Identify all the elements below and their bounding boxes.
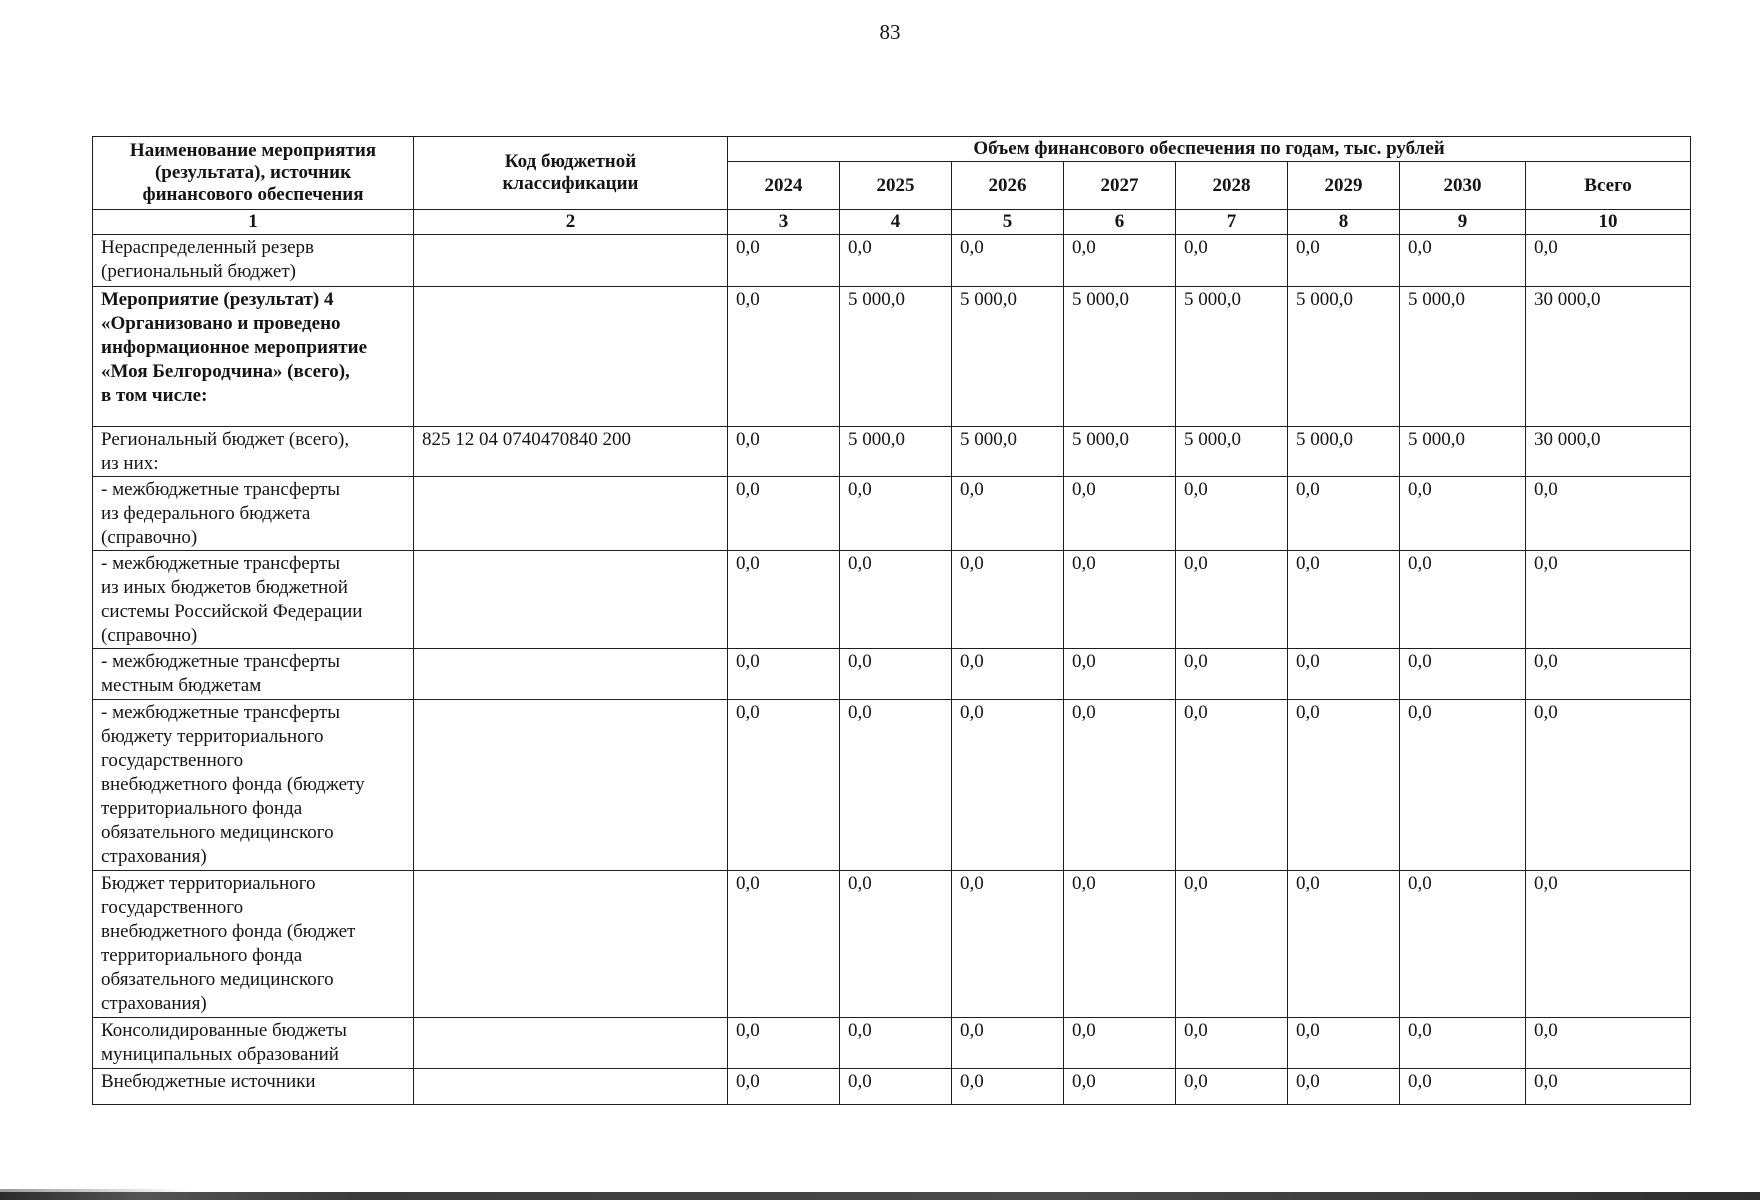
value-cell-2024: 0,0 — [728, 700, 840, 871]
value-cell-total: 0,0 — [1526, 649, 1691, 700]
value-cell-total: 0,0 — [1526, 700, 1691, 871]
table-row — [93, 287, 1691, 427]
value-cell-2025: 0,0 — [840, 649, 952, 700]
value-cell-2029: 0,0 — [1288, 700, 1400, 871]
value-cell-2027: 0,0 — [1064, 649, 1176, 700]
value-cell-2024: 0,0 — [728, 1018, 840, 1069]
column-number: 7 — [1176, 210, 1288, 235]
value-cell-2030: 0,0 — [1400, 871, 1526, 1018]
row-label: Консолидированные бюджеты муниципальных образований — [93, 1018, 414, 1069]
budget-code-cell — [414, 700, 728, 871]
value-cell-2030: 0,0 — [1400, 700, 1526, 871]
header-year-2027: 2027 — [1064, 162, 1176, 210]
value-cell-2026: 5 000,0 — [952, 427, 1064, 477]
value-cell-total: 30 000,0 — [1526, 427, 1691, 477]
table-body — [93, 235, 1691, 1105]
value-cell-2030: 0,0 — [1400, 235, 1526, 287]
page-number: 83 — [879, 20, 901, 44]
value-cell-2027: 5 000,0 — [1064, 427, 1176, 477]
column-number: 2 — [414, 210, 728, 235]
table-row — [93, 235, 1691, 287]
table-row — [93, 551, 1691, 649]
value-cell-2028: 0,0 — [1176, 871, 1288, 1018]
row-label: - межбюджетные трансферты местным бюджетам — [93, 649, 414, 700]
value-cell-2030: 0,0 — [1400, 1018, 1526, 1069]
value-cell-2024: 0,0 — [728, 477, 840, 551]
value-cell-2027: 0,0 — [1064, 551, 1176, 649]
table-row — [93, 649, 1691, 700]
header-year-2024: 2024 — [728, 162, 840, 210]
value-cell-2026: 0,0 — [952, 1018, 1064, 1069]
value-cell-2030: 0,0 — [1400, 477, 1526, 551]
value-cell-2028: 0,0 — [1176, 1069, 1288, 1105]
budget-code-cell — [414, 287, 728, 427]
value-cell-2030: 0,0 — [1400, 551, 1526, 649]
value-cell-2029: 5 000,0 — [1288, 427, 1400, 477]
value-cell-2026: 5 000,0 — [952, 287, 1064, 427]
column-number: 6 — [1064, 210, 1176, 235]
value-cell-2026: 0,0 — [952, 551, 1064, 649]
value-cell-2029: 0,0 — [1288, 235, 1400, 287]
value-cell-2026: 0,0 — [952, 235, 1064, 287]
table-row — [93, 477, 1691, 551]
value-cell-2026: 0,0 — [952, 649, 1064, 700]
value-cell-2024: 0,0 — [728, 649, 840, 700]
budget-code-cell: 825 12 04 0740470840 200 — [414, 427, 728, 477]
budget-code-cell — [414, 235, 728, 287]
value-cell-2030: 0,0 — [1400, 649, 1526, 700]
value-cell-2029: 0,0 — [1288, 1069, 1400, 1105]
header-volume-span: Объем финансового обеспечения по годам, тыс. рублей — [728, 137, 1691, 162]
column-number: 3 — [728, 210, 840, 235]
value-cell-2024: 0,0 — [728, 1069, 840, 1105]
row-label: Бюджет территориального государственного внебюджетного фонда (бюджет территориального фонда обязательного медицинского страхования) — [93, 871, 414, 1018]
value-cell-2024: 0,0 — [728, 235, 840, 287]
value-cell-2027: 0,0 — [1064, 477, 1176, 551]
header-name-column: Наименование мероприятия (результата), источник финансового обеспечения — [93, 137, 414, 210]
value-cell-2028: 0,0 — [1176, 649, 1288, 700]
table-row — [93, 427, 1691, 477]
row-label: Мероприятие (результат) 4 «Организовано и проведено информационное мероприятие «Моя Белгородчина» (всего), в том числе: — [93, 287, 414, 427]
value-cell-total: 0,0 — [1526, 1069, 1691, 1105]
header-year-2028: 2028 — [1176, 162, 1288, 210]
value-cell-2025: 0,0 — [840, 700, 952, 871]
value-cell-total: 0,0 — [1526, 551, 1691, 649]
value-cell-2030: 5 000,0 — [1400, 427, 1526, 477]
table-row — [93, 1018, 1691, 1069]
header-total: Всего — [1526, 162, 1691, 210]
value-cell-2027: 0,0 — [1064, 700, 1176, 871]
value-cell-2028: 0,0 — [1176, 235, 1288, 287]
value-cell-2027: 0,0 — [1064, 1018, 1176, 1069]
table-row — [93, 700, 1691, 871]
budget-code-cell — [414, 871, 728, 1018]
value-cell-2025: 5 000,0 — [840, 287, 952, 427]
row-label: - межбюджетные трансферты бюджету территориального государственного внебюджетного фонда (бюджету территориального фонда обязательного медицинского страхования) — [93, 700, 414, 871]
value-cell-2025: 0,0 — [840, 1018, 952, 1069]
row-label: Региональный бюджет (всего), из них: — [93, 427, 414, 477]
value-cell-2029: 0,0 — [1288, 477, 1400, 551]
value-cell-2024: 0,0 — [728, 551, 840, 649]
value-cell-total: 0,0 — [1526, 477, 1691, 551]
value-cell-2028: 0,0 — [1176, 551, 1288, 649]
value-cell-2026: 0,0 — [952, 477, 1064, 551]
value-cell-2025: 0,0 — [840, 477, 952, 551]
header-year-2029: 2029 — [1288, 162, 1400, 210]
row-label: Внебюджетные источники — [93, 1069, 414, 1105]
value-cell-2025: 5 000,0 — [840, 427, 952, 477]
value-cell-2029: 0,0 — [1288, 871, 1400, 1018]
table-header — [93, 137, 1691, 235]
column-number: 4 — [840, 210, 952, 235]
budget-code-cell — [414, 1069, 728, 1105]
table-row — [93, 871, 1691, 1018]
value-cell-total: 0,0 — [1526, 235, 1691, 287]
value-cell-2028: 0,0 — [1176, 477, 1288, 551]
header-row-main — [93, 137, 1691, 162]
value-cell-2027: 0,0 — [1064, 235, 1176, 287]
value-cell-total: 0,0 — [1526, 1018, 1691, 1069]
value-cell-2024: 0,0 — [728, 871, 840, 1018]
budget-code-cell — [414, 551, 728, 649]
value-cell-2029: 0,0 — [1288, 649, 1400, 700]
value-cell-2028: 5 000,0 — [1176, 287, 1288, 427]
value-cell-2029: 0,0 — [1288, 1018, 1400, 1069]
value-cell-2030: 0,0 — [1400, 1069, 1526, 1105]
value-cell-2027: 5 000,0 — [1064, 287, 1176, 427]
value-cell-2025: 0,0 — [840, 871, 952, 1018]
value-cell-2024: 0,0 — [728, 287, 840, 427]
value-cell-2028: 0,0 — [1176, 1018, 1288, 1069]
value-cell-2025: 0,0 — [840, 1069, 952, 1105]
value-cell-2029: 0,0 — [1288, 551, 1400, 649]
row-label: - межбюджетные трансферты из федерального бюджета (справочно) — [93, 477, 414, 551]
financing-table — [92, 136, 1691, 1105]
column-number: 1 — [93, 210, 414, 235]
value-cell-2028: 5 000,0 — [1176, 427, 1288, 477]
value-cell-2027: 0,0 — [1064, 871, 1176, 1018]
value-cell-2030: 5 000,0 — [1400, 287, 1526, 427]
value-cell-2029: 5 000,0 — [1288, 287, 1400, 427]
value-cell-2027: 0,0 — [1064, 1069, 1176, 1105]
header-year-2025: 2025 — [840, 162, 952, 210]
value-cell-2026: 0,0 — [952, 1069, 1064, 1105]
header-code-column: Код бюджетной классификации — [414, 137, 728, 210]
budget-code-cell — [414, 1018, 728, 1069]
column-number: 10 — [1526, 210, 1691, 235]
value-cell-2025: 0,0 — [840, 235, 952, 287]
value-cell-2026: 0,0 — [952, 871, 1064, 1018]
value-cell-2025: 0,0 — [840, 551, 952, 649]
header-year-2026: 2026 — [952, 162, 1064, 210]
budget-code-cell — [414, 649, 728, 700]
column-number: 8 — [1288, 210, 1400, 235]
value-cell-2024: 0,0 — [728, 427, 840, 477]
column-numbers-row — [93, 210, 1691, 235]
column-number: 9 — [1400, 210, 1526, 235]
table-row — [93, 1069, 1691, 1105]
value-cell-2026: 0,0 — [952, 700, 1064, 871]
value-cell-2028: 0,0 — [1176, 700, 1288, 871]
value-cell-total: 0,0 — [1526, 871, 1691, 1018]
column-number: 5 — [952, 210, 1064, 235]
row-label: - межбюджетные трансферты из иных бюджетов бюджетной системы Российской Федерации (справочно) — [93, 551, 414, 649]
header-year-2030: 2030 — [1400, 162, 1526, 210]
row-label: Нераспределенный резерв (региональный бюджет) — [93, 235, 414, 287]
value-cell-total: 30 000,0 — [1526, 287, 1691, 427]
budget-code-cell — [414, 477, 728, 551]
scan-edge — [0, 1192, 1760, 1200]
